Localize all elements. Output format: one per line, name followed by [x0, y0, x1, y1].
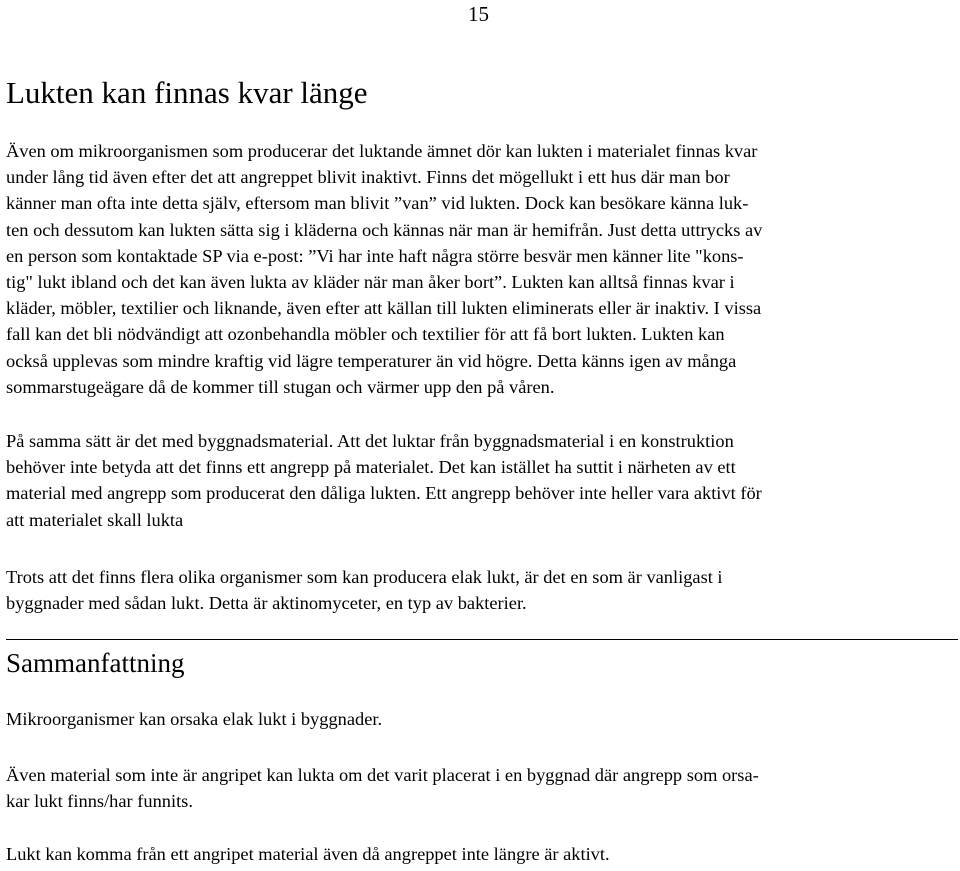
- summary-paragraph-2: [6, 762, 759, 814]
- text-line: fall kan det bli nödvändigt att ozonbehandla möbler och textilier för att få bort lukten. Lukten kan: [6, 324, 725, 345]
- text-line: Mikroorganismer kan orsaka elak lukt i byggnader.: [6, 709, 383, 729]
- text-line: tig" lukt ibland och det kan även lukta av kläder när man åker bort”. Lukten kan alltså finnas kvar i: [6, 272, 735, 293]
- text-line: byggnader med sådan lukt. Detta är aktinomyceter, en typ av bakterier.: [6, 593, 527, 614]
- paragraph-actinomycetes: [6, 564, 723, 616]
- text-line: att materialet skall lukta: [6, 509, 184, 530]
- section-divider: [6, 639, 958, 640]
- text-line: Trots att det finns flera olika organismer som kan producera elak lukt, är det en som är vanligast i: [6, 567, 723, 587]
- summary-paragraph-1: [6, 706, 382, 732]
- section-heading-odor-persists: Lukten kan finnas kvar länge: [6, 75, 368, 110]
- text-line: behöver inte betyda att det finns ett angrepp på materialet. Det kan istället ha suttit i närheten av ett: [6, 457, 736, 478]
- text-line: känner man ofta inte detta själv, eftersom man blivit ”van” vid lukten. Dock kan besökare känna luk-: [6, 193, 749, 214]
- text-line: Även material som inte är angripet kan lukta om det varit placerat i en byggnad där angrepp som orsa-: [6, 765, 759, 785]
- text-line: Lukt kan komma från ett angripet material även då angreppet inte längre är aktivt.: [6, 844, 610, 864]
- page-number: 15: [468, 2, 489, 26]
- text-line: en person som kontaktade SP via e-post: ”Vi har inte haft några större besvär men känner lite "kons-: [6, 245, 744, 266]
- text-line: kar lukt finns/har funnits.: [6, 791, 193, 812]
- section-heading-summary: Sammanfattning: [6, 648, 185, 678]
- summary-paragraph-3: [6, 841, 610, 867]
- text-line: under lång tid även efter det att angreppet blivit inaktivt. Finns det mögellukt i ett hus där man bor: [6, 167, 730, 188]
- text-line: På samma sätt är det med byggnadsmaterial. Att det luktar från byggnadsmaterial i en konstruktion: [6, 431, 734, 451]
- text-line: Även om mikroorganismen som producerar det luktande ämnet dör kan lukten i materialet finnas kvar: [6, 141, 758, 161]
- text-line: material med angrepp som producerat den dåliga lukten. Ett angrepp behöver inte heller vara aktivt för: [6, 483, 762, 504]
- text-line: också upplevas som mindre kraftig vid lägre temperaturer än vid högre. Detta känns igen av många: [6, 350, 737, 371]
- text-line: sommarstugeägare då de kommer till stugan och värmer upp den på våren.: [6, 376, 555, 397]
- paragraph-odor-persists: [6, 138, 762, 400]
- text-line: ten och dessutom kan lukten sätta sig i kläderna och kännas när man är hemifrån. Just detta uttrycks av: [6, 219, 763, 240]
- paragraph-building-materials: [6, 428, 762, 533]
- text-line: kläder, möbler, textilier och liknande, även efter att källan till lukten eliminerats eller är inaktiv. I vissa: [6, 298, 762, 319]
